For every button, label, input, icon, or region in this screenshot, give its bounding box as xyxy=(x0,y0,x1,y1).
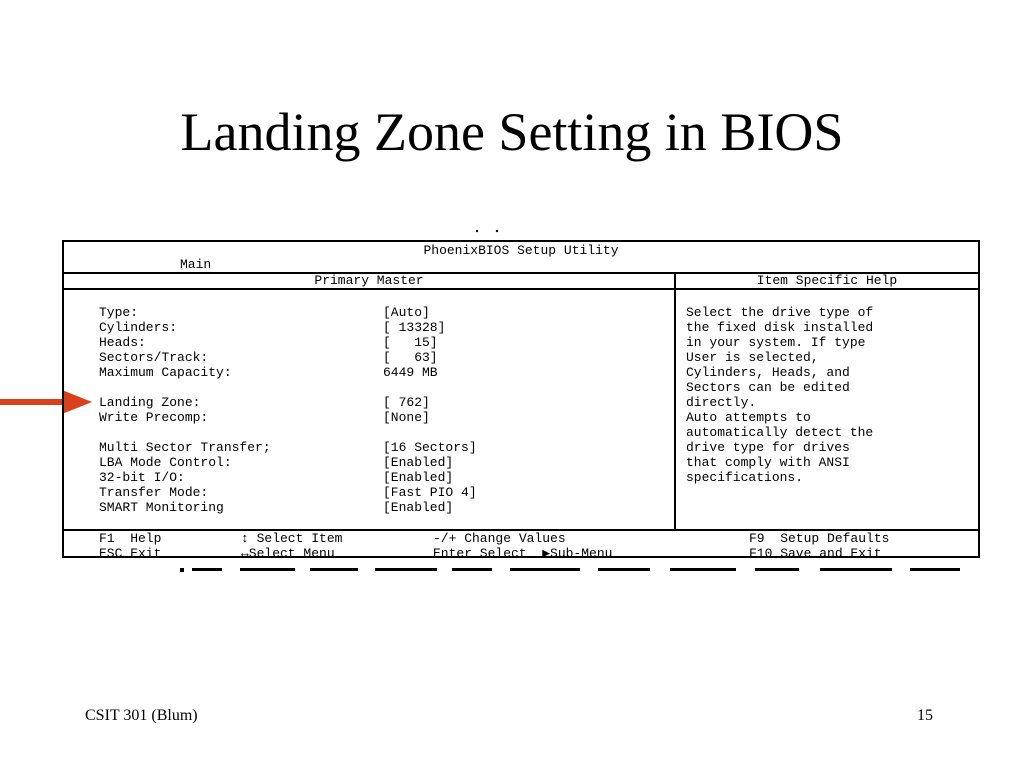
settings-list xyxy=(99,305,659,515)
bios-header xyxy=(64,242,978,274)
key-enter-select[interactable]: Enter Select ▶Sub-Menu xyxy=(433,546,613,561)
help-line: User is selected, xyxy=(686,350,819,365)
setting-value: 6449 MB xyxy=(383,365,438,380)
key-exit[interactable]: ESC Exit xyxy=(99,546,162,561)
setting-value[interactable]: [Fast PIO 4] xyxy=(383,485,477,500)
setting-label: Landing Zone: xyxy=(99,395,201,410)
setting-label: 32-bit I/O: xyxy=(99,470,185,485)
panel-divider xyxy=(674,272,676,529)
setting-value[interactable]: [None] xyxy=(383,410,430,425)
setting-lba-mode-control[interactable] xyxy=(99,455,659,470)
help-line: specifications. xyxy=(686,470,804,485)
setting-value[interactable]: [ 13328] xyxy=(383,320,446,335)
setting-smart-monitoring[interactable] xyxy=(99,500,659,515)
key-select-menu[interactable]: ↔Select Menu xyxy=(241,546,335,561)
setting-label: Write Precomp: xyxy=(99,410,209,425)
setting-label: Multi Sector Transfer; xyxy=(99,440,271,455)
setting-label: LBA Mode Control: xyxy=(99,455,232,470)
spacer xyxy=(99,425,659,440)
key-change-values[interactable]: -/+ Change Values xyxy=(433,531,566,546)
bios-screen xyxy=(62,240,980,561)
setting-type[interactable] xyxy=(99,305,659,320)
key-select-item[interactable]: ↕ Select Item xyxy=(241,531,343,546)
help-line: drive type for drives xyxy=(686,440,850,455)
help-line: Cylinders, Heads, and xyxy=(686,365,850,380)
slide-title: Landing Zone Setting in BIOS xyxy=(180,102,844,162)
help-line: in your system. If type xyxy=(686,335,866,350)
setting-value[interactable]: [Enabled] xyxy=(383,470,454,485)
bios-title: PhoenixBIOS Setup Utility xyxy=(423,243,619,258)
footer-row-1 xyxy=(99,531,969,546)
setting-heads[interactable] xyxy=(99,335,659,350)
key-setup-defaults[interactable]: F9 Setup Defaults xyxy=(749,531,890,546)
setting-value[interactable]: [ 63] xyxy=(383,350,438,365)
setting-label: Sectors/Track: xyxy=(99,350,209,365)
footer-course: CSIT 301 (Blum) xyxy=(85,707,198,724)
bios-menu-main[interactable]: Main xyxy=(180,257,212,272)
setting-label: SMART Monitoring xyxy=(99,500,224,515)
setting-label: Cylinders: xyxy=(99,320,178,335)
setting-value[interactable]: [16 Sectors] xyxy=(383,440,477,455)
help-header: Item Specific Help xyxy=(676,274,978,290)
setting-sectors-track[interactable] xyxy=(99,350,659,365)
setting-write-precomp[interactable] xyxy=(99,410,659,425)
setting-value[interactable]: [ 762] xyxy=(383,395,430,410)
key-help[interactable]: F1 Help xyxy=(99,531,162,546)
help-line: automatically detect the xyxy=(686,425,874,440)
cropped-text-artifact xyxy=(180,562,970,572)
help-line: the fixed disk installed xyxy=(686,320,874,335)
spacer xyxy=(99,380,659,395)
scan-artifact-top xyxy=(452,228,512,234)
setting-value[interactable]: [Enabled] xyxy=(383,455,454,470)
setting-maximum-capacity xyxy=(99,365,659,380)
help-line: that comply with ANSI xyxy=(686,455,850,470)
setting-value[interactable]: [ 15] xyxy=(383,335,438,350)
setting-32bit-io[interactable] xyxy=(99,470,659,485)
setting-transfer-mode[interactable] xyxy=(99,485,659,500)
setting-label: Maximum Capacity: xyxy=(99,365,232,380)
setting-label: Heads: xyxy=(99,335,146,350)
setting-label: Transfer Mode: xyxy=(99,485,209,500)
help-line: Sectors can be edited xyxy=(686,380,850,395)
setting-value[interactable]: [Auto] xyxy=(383,305,430,320)
page-number: 15 xyxy=(917,707,933,724)
key-save-exit[interactable]: F10 Save and Exit xyxy=(749,546,882,561)
help-line: Select the drive type of xyxy=(686,305,874,320)
setting-multi-sector-transfer[interactable] xyxy=(99,440,659,455)
setting-label: Type: xyxy=(99,305,139,320)
setting-value[interactable]: [Enabled] xyxy=(383,500,454,515)
help-line: Auto attempts to xyxy=(686,410,811,425)
footer-row-2 xyxy=(99,546,969,561)
help-text xyxy=(686,305,976,485)
setting-cylinders[interactable] xyxy=(99,320,659,335)
help-line: directly. xyxy=(686,395,757,410)
setting-landing-zone[interactable] xyxy=(99,395,659,410)
primary-master-header: Primary Master xyxy=(64,274,674,290)
